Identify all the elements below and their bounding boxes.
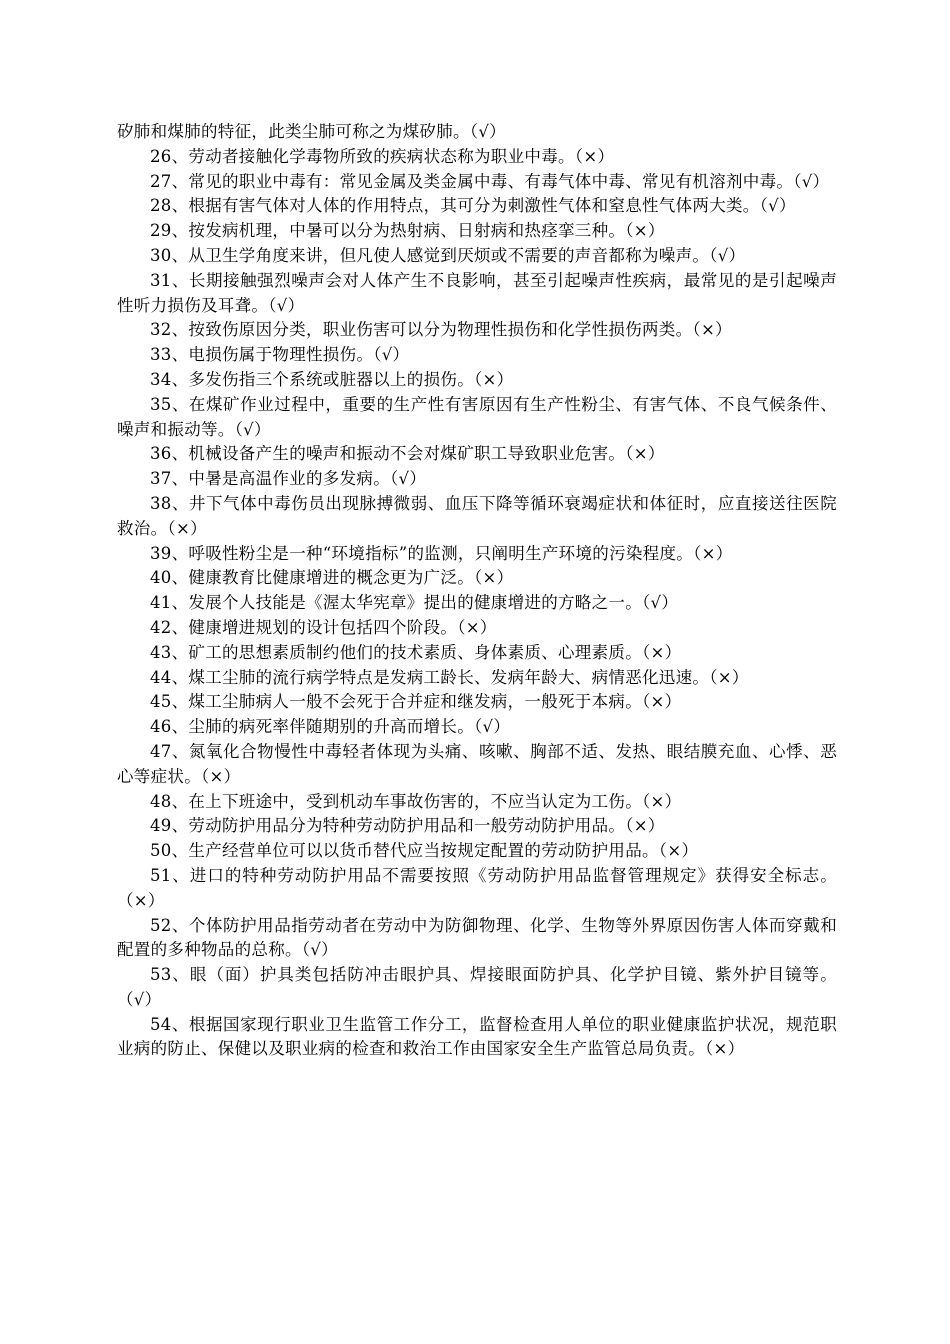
paragraph: 52、个体防护用品指劳动者在劳动中为防御物理、化学、生物等外界原因伤害人体而穿戴和配置的多种物品的总称。（√） (117, 915, 837, 960)
paragraph: 28、根据有害气体对人体的作用特点，其可分为刺激性气体和窒息性气体两大类。（√） (150, 196, 796, 216)
paragraph: 49、劳动防护用品分为特种劳动防护用品和一般劳动防护用品。（×） (150, 816, 665, 836)
paragraph: 34、多发伤指三个系统或脏器以上的损伤。（×） (150, 369, 514, 389)
paragraph: 51、进口的特种劳动防护用品不需要按照《劳动防护用品监督管理规定》获得安全标志。（×） (117, 865, 837, 910)
paragraph: 45、煤工尘肺病人一般不会死于合并症和继发病，一般死于本病。（×） (150, 692, 682, 712)
document-page (117, 120, 837, 1062)
paragraph: 36、机械设备产生的噪声和振动不会对煤矿职工导致职业危害。（×） (150, 444, 665, 464)
paragraph: 32、按致伤原因分类，职业伤害可以分为物理性损伤和化学性损伤两类。（×） (150, 320, 732, 340)
paragraph: 29、按发病机理，中暑可以分为热射病、日射病和热痉挛三种。（×） (150, 221, 665, 241)
paragraph: 42、健康增进规划的设计包括四个阶段。（×） (150, 617, 497, 637)
paragraph: 40、健康教育比健康增进的概念更为广泛。（×） (150, 568, 514, 588)
paragraph: 48、在上下班途中，受到机动车事故伤害的，不应当认定为工伤。（×） (150, 791, 682, 811)
paragraph: 30、从卫生学角度来讲，但凡使人感觉到厌烦或不需要的声音都称为噪声。（√） (150, 245, 746, 265)
paragraph: 38、井下气体中毒伤员出现脉搏微弱、血压下降等循环衰竭症状和体征时，应直接送往医院救治。（×） (117, 493, 837, 538)
paragraph: 43、矿工的思想素质制约他们的技术素质、身体素质、心理素质。（×） (150, 642, 682, 662)
paragraph: 31、长期接触强烈噪声会对人体产生不良影响，甚至引起噪声性疾病，最常见的是引起噪声性听力损伤及耳聋。（√） (117, 270, 837, 315)
paragraph: 41、发展个人技能是《渥太华宪章》提出的健康增进的方略之一。（√） (150, 593, 679, 613)
paragraph: 矽肺和煤肺的特征，此类尘肺可称之为煤矽肺。（√） (117, 122, 506, 141)
paragraph: 37、中暑是高温作业的多发病。（√） (150, 469, 427, 489)
paragraph: 50、生产经营单位可以以货币替代应当按规定配置的劳动防护用品。（×） (150, 841, 699, 861)
paragraph: 35、在煤矿作业过程中，重要的生产性有害原因有生产性粉尘、有害气体、不良气候条件、噪声和振动等。（√） (117, 394, 837, 439)
paragraph: 53、眼（面）护具类包括防冲击眼护具、焊接眼面防护具、化学护目镜、紫外护目镜等。（√） (117, 965, 837, 1009)
paragraph: 39、呼吸性粉尘是一种“环境指标”的监测，只阐明生产环境的污染程度。（×） (150, 543, 733, 563)
paragraph: 47、氮氧化合物慢性中毒轻者体现为头痛、咳嗽、胸部不适、发热、眼结膜充血、心悸、恶心等症状。（×） (117, 741, 837, 786)
paragraph: 26、劳动者接触化学毒物所致的疾病状态称为职业中毒。（×） (150, 146, 615, 166)
paragraph: 33、电损伤属于物理性损伤。（√） (150, 345, 410, 365)
paragraph: 44、煤工尘肺的流行病学特点是发病工龄长、发病年龄大、病情恶化迅速。（×） (150, 667, 749, 687)
paragraph: 27、常见的职业中毒有：常见金属及类金属中毒、有毒气体中毒、常见有机溶剂中毒。（√） (150, 171, 830, 191)
paragraph: 54、根据国家现行职业卫生监管工作分工，监督检查用人单位的职业健康监护状况，规范职业病的防止、保健以及职业病的检查和救治工作由国家安全生产监管总局负责。（×） (117, 1014, 837, 1059)
paragraph: 46、尘肺的病死率伴随期别的升高而增长。（√） (150, 717, 511, 737)
